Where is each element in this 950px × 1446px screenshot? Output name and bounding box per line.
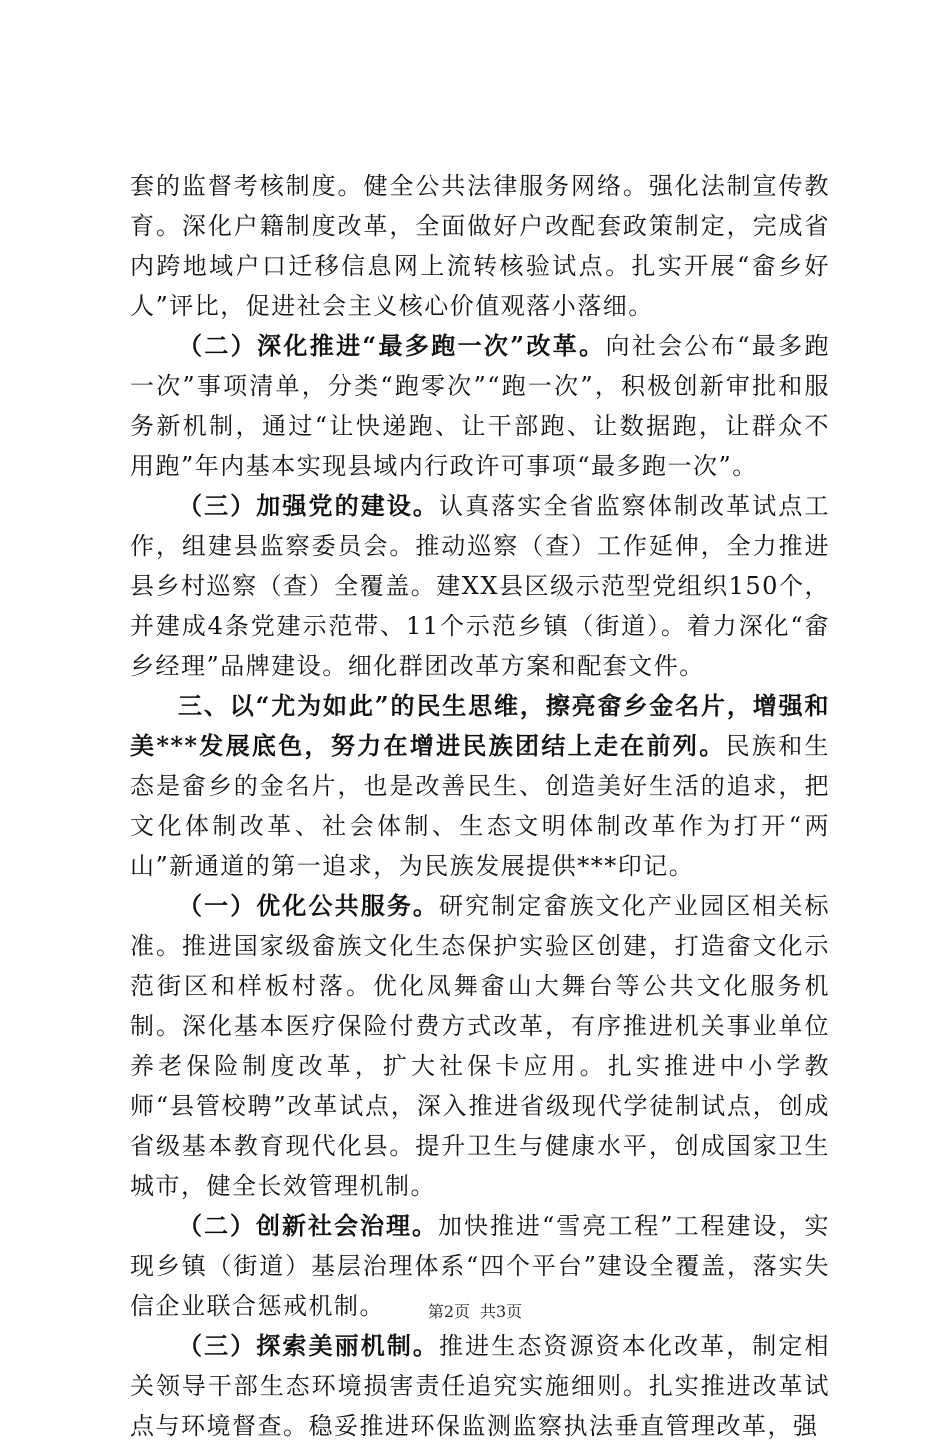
paragraph-7-text: 推进生态资源资本化改革，制定相关领导干部生态环境损害责任追究实施细则。扎实推进改革试点与环境督查。稳妥推进环保监测监察执法垂直管理改革，强 bbox=[130, 1332, 831, 1440]
document-body bbox=[130, 166, 830, 1446]
page-number: 第2页 bbox=[427, 1302, 470, 1321]
paragraph-4-text: 民族和生态是畲乡的金名片，也是改善民生、创造美好生活的追求，把文化体制改革、社会体制、生态文明体制改革作为打开“两山”新通道的第一追求，为民族发展提供***印记。 bbox=[130, 732, 831, 880]
paragraph-1-text: 套的监督考核制度。健全公共法律服务网络。强化法制宣传教育。深化户籍制度改革，全面做好户改配套政策制定，完成省内跨地域户口迁移信息网上流转核验试点。扎实开展“畲乡好人”评比，促进社会主义核心价值观落小落细。 bbox=[130, 172, 830, 320]
paragraph-1 bbox=[130, 166, 830, 326]
page-footer bbox=[0, 1302, 950, 1322]
paragraph-5-text: 研究制定畲族文化产业园区相关标准。推进国家级畲族文化生态保护实验区创建，打造畲文化示范街区和样板村落。优化凤舞畲山大舞台等公共文化服务机制。深化基本医疗保险付费方式改革，有序推进机关事业单位养老保险制度改革，扩大社保卡应用。扎实推进中小学教师“县管校聘”改革试点，深入推进省级现代学徒制试点，创成省级基本教育现代化县。提升卫生与健康水平，创成国家卫生城市，健全长效管理机制。 bbox=[130, 892, 831, 1200]
section-three-heading: 三、以“尤为如此”的民生思维，擦亮畲乡金名片，增强和美***发展底色，努力在增进民族团结上走在前列。 bbox=[130, 691, 830, 760]
paragraph-2-text: 向社会公布“最多跑一次”事项清单，分类“跑零次”“跑一次”，积极创新审批和服务新机制，通过“让快递跑、让干部跑、让数据跑，让群众不用跑”年内基本实现县域内行政许可事项“最多跑一次”。 bbox=[130, 332, 830, 480]
page-total: 共3页 bbox=[480, 1302, 523, 1321]
paragraph-6-heading: （二）创新社会治理。 bbox=[178, 1211, 438, 1240]
paragraph-7 bbox=[130, 1326, 830, 1446]
paragraph-5 bbox=[130, 886, 830, 1206]
paragraph-6-text: 加快推进“雪亮工程”工程建设，实现乡镇（街道）基层治理体系“四个平台”建设全覆盖，落实失信企业联合惩戒机制。 bbox=[130, 1212, 830, 1320]
paragraph-3 bbox=[130, 486, 830, 686]
paragraph-2-heading: （二）深化推进“最多跑一次”改革。 bbox=[178, 331, 606, 360]
paragraph-7-heading: （三）探索美丽机制。 bbox=[178, 1331, 440, 1360]
paragraph-3-heading: （三）加强党的建设。 bbox=[178, 491, 440, 520]
paragraph-5-heading: （一）优化公共服务。 bbox=[178, 891, 440, 920]
paragraph-4 bbox=[130, 686, 830, 886]
paragraph-3-text: 认真落实全省监察体制改革试点工作，组建县监察委员会。推动巡察（查）工作延伸，全力推进县乡村巡察（查）全覆盖。建XX县区级示范型党组织150个，并建成4条党建示范带、11个示范乡镇（街道）。着力深化“畲乡经理”品牌建设。细化群团改革方案和配套文件。 bbox=[130, 492, 831, 680]
paragraph-2 bbox=[130, 326, 830, 486]
